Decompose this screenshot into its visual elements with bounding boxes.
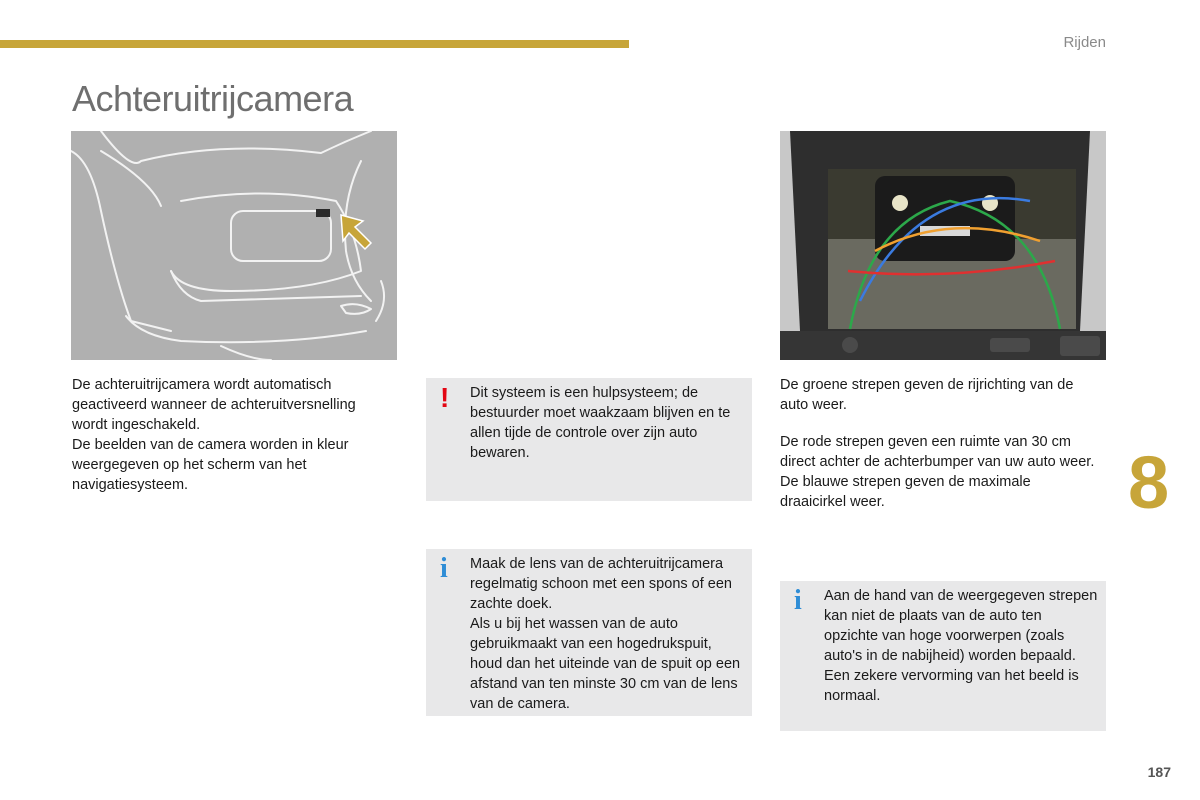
info-icon: i	[440, 553, 448, 584]
header-accent-bar	[0, 40, 629, 48]
intro-paragraph-2: De beelden van de camera worden in kleur weergegeven op het scherm van het navigatiesysteem.	[72, 437, 349, 493]
red-blue-lines-text	[780, 432, 1100, 512]
info-note-limitations-text: Aan de hand van de weergegeven strepen kan niet de plaats van de auto ten opzichte van hoge voorwerpen (zoals auto's in de nabijheid) worden bepaald. Een zekere vervorming van het beeld is normaal.	[824, 588, 1098, 704]
navigation-screen-illustration	[780, 131, 1106, 360]
info-note-cleaning-paragraph-1: Maak de lens van de achteruitrijcamera regelmatig schoon met een spons of een zachte doek.	[470, 556, 732, 612]
car-rear-camera-illustration	[71, 131, 397, 360]
info-note-limitations	[780, 581, 1106, 731]
green-lines-paragraph: De groene strepen geven de rijrichting van de auto weer.	[780, 377, 1074, 413]
green-lines-text	[780, 375, 1100, 415]
info-note-cleaning-paragraph-2: Als u bij het wassen van de auto gebruikmaakt van een hogedrukspuit, houd dan het uiteinde van de spuit op een afstand van ten minste 30 cm van de lens van de camera.	[470, 616, 741, 712]
intro-text	[72, 375, 382, 495]
page-title: Achteruitrijcamera	[72, 78, 354, 119]
red-lines-paragraph: De rode strepen geven een ruimte van 30 cm direct achter de achterbumper van uw auto weer.	[780, 434, 1095, 470]
chapter-number: 8	[1128, 441, 1170, 524]
info-note-cleaning	[426, 549, 752, 716]
warning-note-text: Dit systeem is een hulpsysteem; de bestuurder moet waakzaam blijven en te allen tijde de controle over zijn auto bewaren.	[470, 385, 731, 461]
warning-icon: !	[440, 382, 450, 413]
intro-paragraph-1: De achteruitrijcamera wordt automatisch geactiveerd wanneer de achteruitversnelling wordt ingeschakeld.	[72, 377, 356, 433]
info-icon: i	[794, 585, 802, 616]
page-number: 187	[1147, 764, 1171, 780]
info-note-cleaning-text	[470, 554, 744, 714]
blue-lines-paragraph: De blauwe strepen geven de maximale draaicirkel weer.	[780, 474, 1031, 510]
section-label: Rijden	[1063, 34, 1106, 51]
warning-note	[426, 378, 752, 501]
